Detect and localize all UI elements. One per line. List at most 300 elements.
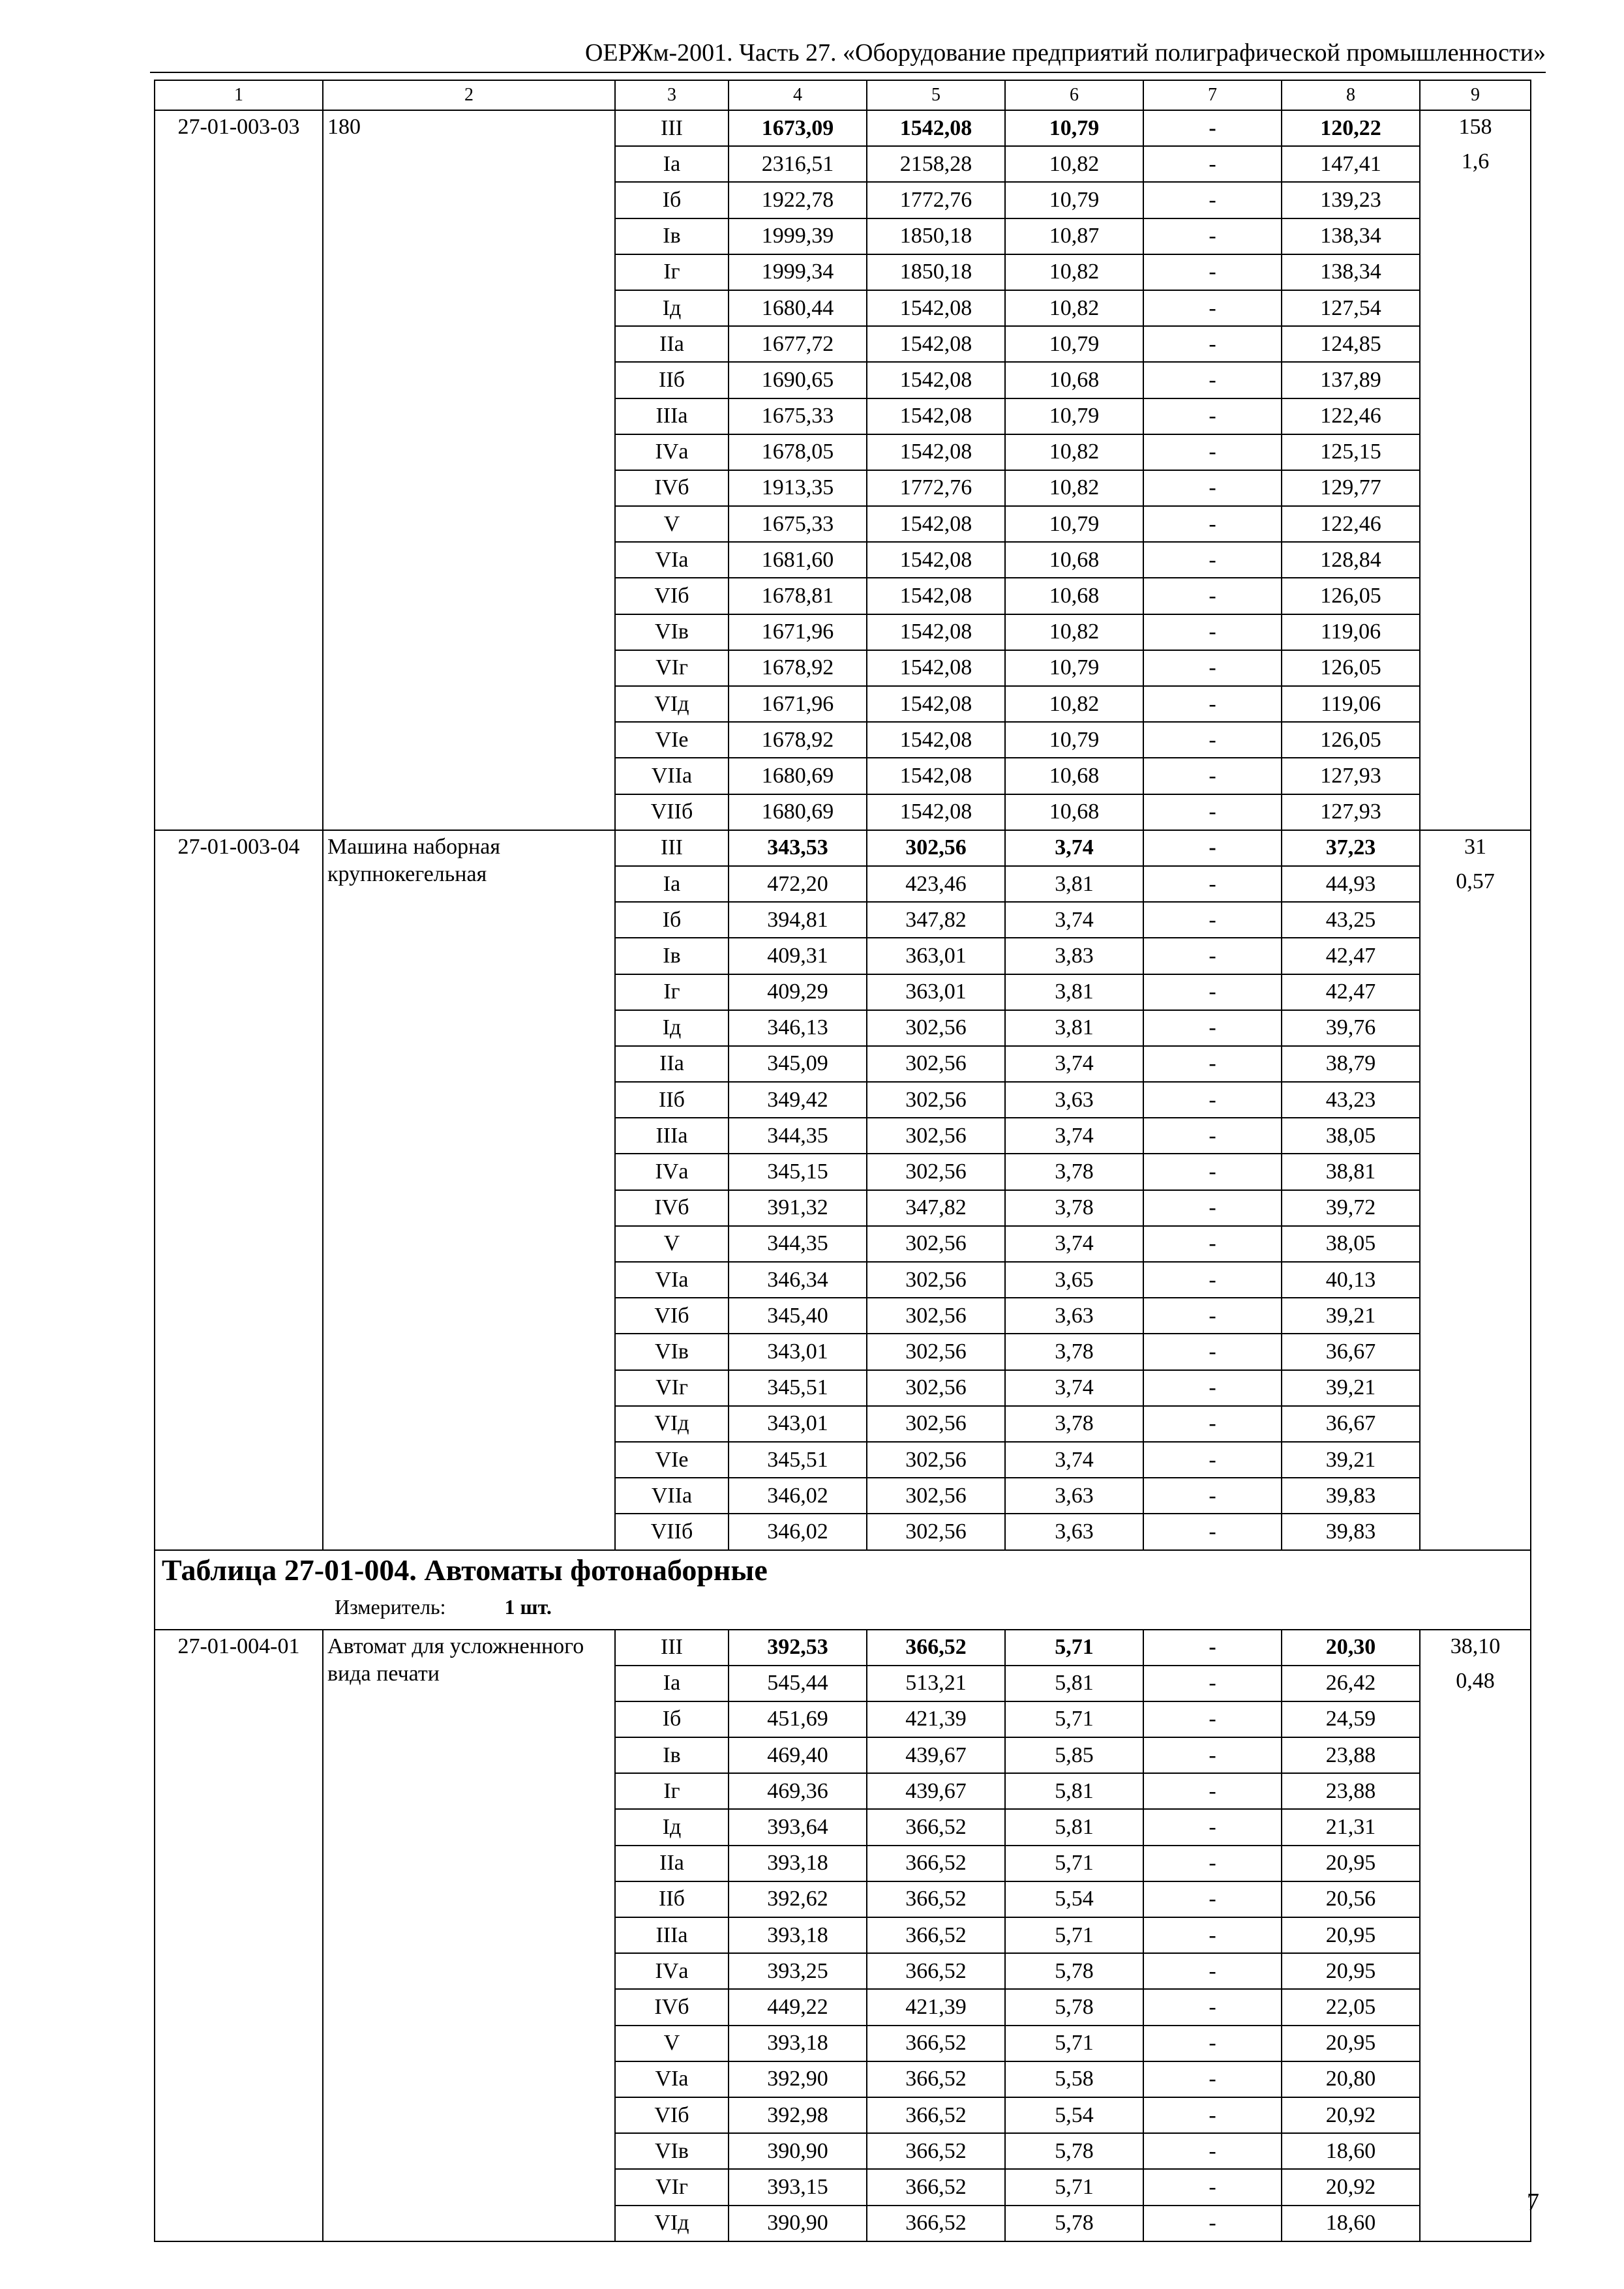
value-cell: 345,15 [729,1154,867,1189]
value-cell: 20,92 [1282,2169,1420,2205]
rate-code: 27-01-004-01 [155,1630,323,2241]
value-cell: 3,74 [1005,1442,1143,1478]
value-cell: 391,32 [729,1190,867,1226]
value-cell: 125,15 [1282,434,1420,470]
page-header: ОЕРЖм-2001. Часть 27. «Оборудование предприятий полиграфической промышленности» [584,39,1546,67]
value-cell: 349,42 [729,1082,867,1118]
value-cell: 10,82 [1005,614,1143,650]
value-cell: 1542,08 [867,578,1005,614]
value-cell: 10,82 [1005,686,1143,722]
value-cell: 1850,18 [867,218,1005,254]
value-cell: 302,56 [867,1154,1005,1189]
value-cell: 1913,35 [729,470,867,506]
value-cell: 1542,08 [867,650,1005,686]
value-cell: - [1143,1118,1282,1154]
value-cell: 5,58 [1005,2061,1143,2097]
value-cell: 366,52 [867,1809,1005,1845]
value-cell: 39,76 [1282,1010,1420,1046]
value-cell: 421,39 [867,1701,1005,1737]
zone-cell: V [615,1226,729,1262]
value-cell: - [1143,542,1282,578]
value-cell: 393,18 [729,1917,867,1953]
value-cell: - [1143,1082,1282,1118]
value-cell: 20,56 [1282,1881,1420,1917]
value-cell: 1542,08 [867,794,1005,830]
value-cell: 36,67 [1282,1334,1420,1369]
zone-cell: V [615,506,729,542]
value-cell: 1542,08 [867,506,1005,542]
value-cell: - [1143,218,1282,254]
value-cell: 421,39 [867,1989,1005,2025]
column-9-values [1420,830,1531,1550]
zone-cell: Iб [615,1701,729,1737]
value-cell: 343,01 [729,1406,867,1442]
value-cell: 366,52 [867,1917,1005,1953]
value-cell: 1542,08 [867,110,1005,146]
value-cell: 366,52 [867,1881,1005,1917]
value-cell: 1542,08 [867,722,1005,758]
value-cell: - [1143,1190,1282,1226]
value-cell: 1675,33 [729,506,867,542]
rate-name: Машина наборная крупнокегельная [323,830,615,1550]
value-cell: 10,79 [1005,722,1143,758]
value-cell: - [1143,362,1282,398]
value-cell: 302,56 [867,830,1005,866]
zone-cell: VIг [615,2169,729,2205]
value-cell: 3,74 [1005,1046,1143,1082]
value-cell: 44,93 [1282,866,1420,902]
value-cell: 1677,72 [729,326,867,362]
zone-cell: IIа [615,326,729,362]
value-cell: 5,71 [1005,1846,1143,1881]
value-cell: 345,51 [729,1442,867,1478]
value-cell: - [1143,2061,1282,2097]
zone-cell: VIд [615,686,729,722]
value-cell: 345,40 [729,1298,867,1334]
column-9-values [1420,1630,1531,2241]
column-number: 1 [155,80,323,110]
value-cell: - [1143,1737,1282,1773]
value-cell: - [1143,974,1282,1010]
zone-cell: IIIа [615,1118,729,1154]
value-cell: 302,56 [867,1370,1005,1406]
value-cell: 10,68 [1005,578,1143,614]
value-cell: 3,78 [1005,1406,1143,1442]
value-cell: 3,63 [1005,1514,1143,1549]
value-cell: 37,23 [1282,830,1420,866]
column-number: 9 [1420,80,1531,110]
value-cell: - [1143,290,1282,326]
value-cell: - [1143,1881,1282,1917]
value-cell: 38,81 [1282,1154,1420,1189]
value-cell: 23,88 [1282,1737,1420,1773]
zone-cell: III [615,830,729,866]
value-cell: 10,82 [1005,254,1143,290]
value-cell: 10,79 [1005,398,1143,434]
value-cell: - [1143,1773,1282,1809]
zone-cell: VIв [615,1334,729,1369]
value-cell: 366,52 [867,1953,1005,1989]
value-cell: 347,82 [867,1190,1005,1226]
zone-cell: Iв [615,1737,729,1773]
value-cell: 5,81 [1005,1666,1143,1701]
value-cell: 5,71 [1005,1630,1143,1666]
section-header [155,1550,1531,1630]
zone-cell: VIд [615,1406,729,1442]
value-cell: 1680,69 [729,794,867,830]
value-cell: 1671,96 [729,686,867,722]
value-cell: 1542,08 [867,434,1005,470]
value-cell: 119,06 [1282,614,1420,650]
value-cell: 42,47 [1282,974,1420,1010]
value-cell: 1542,08 [867,758,1005,794]
value-cell: 3,74 [1005,1118,1143,1154]
value-cell: 1542,08 [867,398,1005,434]
value-cell: 1690,65 [729,362,867,398]
value-cell: - [1143,758,1282,794]
value-cell: 3,74 [1005,1226,1143,1262]
column-9-values [1420,110,1531,830]
table-row [155,830,1531,866]
rate-name: 180 [323,110,615,830]
value-cell: 3,81 [1005,1010,1143,1046]
value-cell: 366,52 [867,1846,1005,1881]
value-cell: 10,68 [1005,794,1143,830]
value-cell: 302,56 [867,1406,1005,1442]
zone-cell: IIа [615,1046,729,1082]
value-cell: 1678,81 [729,578,867,614]
value-cell: - [1143,2097,1282,2133]
value-cell: 20,80 [1282,2061,1420,2097]
value-cell: 5,71 [1005,1701,1143,1737]
value-cell: - [1143,1154,1282,1189]
value-cell: 1678,05 [729,434,867,470]
value-cell: - [1143,1953,1282,1989]
value-cell: 344,35 [729,1226,867,1262]
value-cell: 439,67 [867,1737,1005,1773]
zone-cell: IVа [615,434,729,470]
value-cell: 449,22 [729,1989,867,2025]
column-number: 2 [323,80,615,110]
value-cell: 3,74 [1005,1370,1143,1406]
value-cell: 5,78 [1005,2133,1143,2169]
column-number: 3 [615,80,729,110]
zone-cell: VIIа [615,758,729,794]
value-cell: 3,65 [1005,1262,1143,1298]
value-cell: 3,74 [1005,902,1143,938]
column-number: 8 [1282,80,1420,110]
zone-cell: Iа [615,866,729,902]
value-cell: 366,52 [867,2026,1005,2061]
value-cell: 469,40 [729,1737,867,1773]
value-cell: 39,83 [1282,1514,1420,1549]
value-cell: 38,05 [1282,1226,1420,1262]
value-cell: 302,56 [867,1442,1005,1478]
value-cell: 39,72 [1282,1190,1420,1226]
zone-cell: Iа [615,1666,729,1701]
value-cell: 20,30 [1282,1630,1420,1666]
zone-cell: VIа [615,542,729,578]
value-cell: - [1143,1442,1282,1478]
value-cell: 302,56 [867,1046,1005,1082]
value-cell: 439,67 [867,1773,1005,1809]
value-cell: 137,89 [1282,362,1420,398]
value-cell: 128,84 [1282,542,1420,578]
value-cell: 5,78 [1005,1953,1143,1989]
value-cell: 10,68 [1005,362,1143,398]
value-cell: 127,93 [1282,794,1420,830]
value-cell: 2316,51 [729,146,867,182]
value-cell: 343,53 [729,830,867,866]
value-cell: - [1143,506,1282,542]
value-cell: 127,54 [1282,290,1420,326]
value-cell: 20,95 [1282,1917,1420,1953]
value-cell: - [1143,1478,1282,1514]
value-cell: 126,05 [1282,578,1420,614]
value-cell: 3,63 [1005,1298,1143,1334]
value-cell: 10,68 [1005,758,1143,794]
value-cell: 1678,92 [729,650,867,686]
value-cell: 1680,44 [729,290,867,326]
rate-name: Автомат для усложненного вида печати [323,1630,615,2241]
value-cell: 10,82 [1005,470,1143,506]
zone-cell: IVб [615,1989,729,2025]
value-cell: 366,52 [867,2133,1005,2169]
value-cell: 366,52 [867,1630,1005,1666]
value-cell: - [1143,578,1282,614]
value-cell: 363,01 [867,974,1005,1010]
value-cell: 10,79 [1005,506,1143,542]
value-cell: 1681,60 [729,542,867,578]
value-cell: - [1143,1989,1282,2025]
value-cell: 139,23 [1282,182,1420,218]
value-cell: 392,98 [729,2097,867,2133]
value-cell: 10,82 [1005,290,1143,326]
value-cell: 409,29 [729,974,867,1010]
value-cell: 5,54 [1005,1881,1143,1917]
column-9-value: 0,48 [1456,1668,1495,1693]
value-cell: 3,63 [1005,1082,1143,1118]
section-row [155,1550,1531,1630]
value-cell: - [1143,614,1282,650]
value-cell: 392,62 [729,1881,867,1917]
zone-cell: IIб [615,1881,729,1917]
value-cell: 3,81 [1005,866,1143,902]
value-cell: 21,31 [1282,1809,1420,1845]
value-cell: - [1143,1809,1282,1845]
value-cell: 392,90 [729,2061,867,2097]
value-cell: 38,05 [1282,1118,1420,1154]
zone-cell: III [615,1630,729,1666]
value-cell: - [1143,2133,1282,2169]
value-cell: 126,05 [1282,722,1420,758]
value-cell: - [1143,650,1282,686]
value-cell: 147,41 [1282,146,1420,182]
value-cell: 302,56 [867,1298,1005,1334]
value-cell: 122,46 [1282,506,1420,542]
value-cell: - [1143,146,1282,182]
zone-cell: Iг [615,254,729,290]
value-cell: 393,15 [729,2169,867,2205]
value-cell: 5,71 [1005,2026,1143,2061]
value-cell: 3,78 [1005,1334,1143,1369]
value-cell: 392,53 [729,1630,867,1666]
value-cell: 39,21 [1282,1298,1420,1334]
value-cell: 18,60 [1282,2206,1420,2241]
value-cell: - [1143,398,1282,434]
value-cell: 345,09 [729,1046,867,1082]
value-cell: - [1143,686,1282,722]
value-cell: 302,56 [867,1082,1005,1118]
value-cell: 1542,08 [867,362,1005,398]
value-cell: - [1143,1010,1282,1046]
zone-cell: Iд [615,1809,729,1845]
value-cell: 5,85 [1005,1737,1143,1773]
zone-cell: IVа [615,1154,729,1189]
value-cell: 1678,92 [729,722,867,758]
value-cell: 302,56 [867,1010,1005,1046]
value-cell: 24,59 [1282,1701,1420,1737]
value-cell: 409,31 [729,938,867,974]
value-cell: 120,22 [1282,110,1420,146]
value-cell: 302,56 [867,1118,1005,1154]
zone-cell: VIIб [615,1514,729,1549]
zone-cell: Iб [615,182,729,218]
value-cell: - [1143,866,1282,902]
value-cell: 346,02 [729,1514,867,1549]
value-cell: 390,90 [729,2133,867,2169]
value-cell: 390,90 [729,2206,867,2241]
value-cell: - [1143,1406,1282,1442]
column-number: 4 [729,80,867,110]
zone-cell: VIв [615,2133,729,2169]
zone-cell: VIг [615,650,729,686]
value-cell: 346,02 [729,1478,867,1514]
value-cell: 3,74 [1005,830,1143,866]
table-row [155,1630,1531,1666]
value-cell: - [1143,110,1282,146]
section-title: Таблица 27-01-004. Автоматы фотонаборные [162,1553,768,1587]
zone-cell: IIб [615,362,729,398]
value-cell: 39,21 [1282,1442,1420,1478]
zone-cell: V [615,2026,729,2061]
value-cell: - [1143,722,1282,758]
rate-code: 27-01-003-04 [155,830,323,1550]
column-9-value: 158 [1458,115,1492,139]
value-cell: 23,88 [1282,1773,1420,1809]
value-cell: 545,44 [729,1666,867,1701]
value-cell: 1772,76 [867,182,1005,218]
column-9-value: 31 [1464,834,1486,859]
zone-cell: VIд [615,2206,729,2241]
zone-cell: IVб [615,470,729,506]
value-cell: 393,18 [729,2026,867,2061]
rates-table [154,80,1531,2242]
zone-cell: IIб [615,1082,729,1118]
value-cell: 20,95 [1282,1953,1420,1989]
value-cell: - [1143,830,1282,866]
value-cell: - [1143,2169,1282,2205]
zone-cell: Iв [615,218,729,254]
value-cell: - [1143,434,1282,470]
zone-cell: VIIб [615,794,729,830]
value-cell: 393,25 [729,1953,867,1989]
value-cell: 124,85 [1282,326,1420,362]
value-cell: 122,46 [1282,398,1420,434]
value-cell: 138,34 [1282,254,1420,290]
value-cell: 423,46 [867,866,1005,902]
value-cell: 393,18 [729,1846,867,1881]
zone-cell: Iд [615,1010,729,1046]
zone-cell: III [615,110,729,146]
value-cell: 10,82 [1005,146,1143,182]
column-number: 5 [867,80,1005,110]
header-rule [150,72,1546,73]
value-cell: 347,82 [867,902,1005,938]
zone-cell: Iв [615,938,729,974]
value-cell: 346,34 [729,1262,867,1298]
value-cell: 10,79 [1005,182,1143,218]
value-cell: 1999,39 [729,218,867,254]
value-cell: 302,56 [867,1262,1005,1298]
value-cell: 366,52 [867,2206,1005,2241]
value-cell: 3,78 [1005,1190,1143,1226]
value-cell: 22,05 [1282,1989,1420,2025]
value-cell: 393,64 [729,1809,867,1845]
value-cell: 1542,08 [867,290,1005,326]
value-cell: 1542,08 [867,614,1005,650]
zone-cell: VIб [615,578,729,614]
value-cell: 1922,78 [729,182,867,218]
value-cell: 42,47 [1282,938,1420,974]
section-meter [162,1593,1524,1621]
zone-cell: Iг [615,974,729,1010]
value-cell: - [1143,1701,1282,1737]
value-cell: 5,71 [1005,1917,1143,1953]
zone-cell: IIIа [615,398,729,434]
value-cell: 302,56 [867,1334,1005,1369]
value-cell: 2158,28 [867,146,1005,182]
value-cell: 366,52 [867,2097,1005,2133]
value-cell: 129,77 [1282,470,1420,506]
value-cell: 302,56 [867,1226,1005,1262]
value-cell: - [1143,1846,1282,1881]
meter-label: Измеритель: [335,1594,446,1619]
value-cell: - [1143,1046,1282,1082]
value-cell: - [1143,2206,1282,2241]
value-cell: 10,79 [1005,650,1143,686]
value-cell: 5,54 [1005,2097,1143,2133]
value-cell: 20,92 [1282,2097,1420,2133]
value-cell: 513,21 [867,1666,1005,1701]
value-cell: 1671,96 [729,614,867,650]
zone-cell: IIа [615,1846,729,1881]
value-cell: 5,78 [1005,2206,1143,2241]
value-cell: 126,05 [1282,650,1420,686]
value-cell: - [1143,1370,1282,1406]
value-cell: - [1143,1666,1282,1701]
value-cell: 394,81 [729,902,867,938]
value-cell: - [1143,1630,1282,1666]
value-cell: 1675,33 [729,398,867,434]
value-cell: 344,35 [729,1118,867,1154]
meter-value: 1 шт. [504,1594,552,1619]
value-cell: 5,81 [1005,1773,1143,1809]
value-cell: - [1143,182,1282,218]
value-cell: - [1143,326,1282,362]
value-cell: - [1143,938,1282,974]
value-cell: 1673,09 [729,110,867,146]
